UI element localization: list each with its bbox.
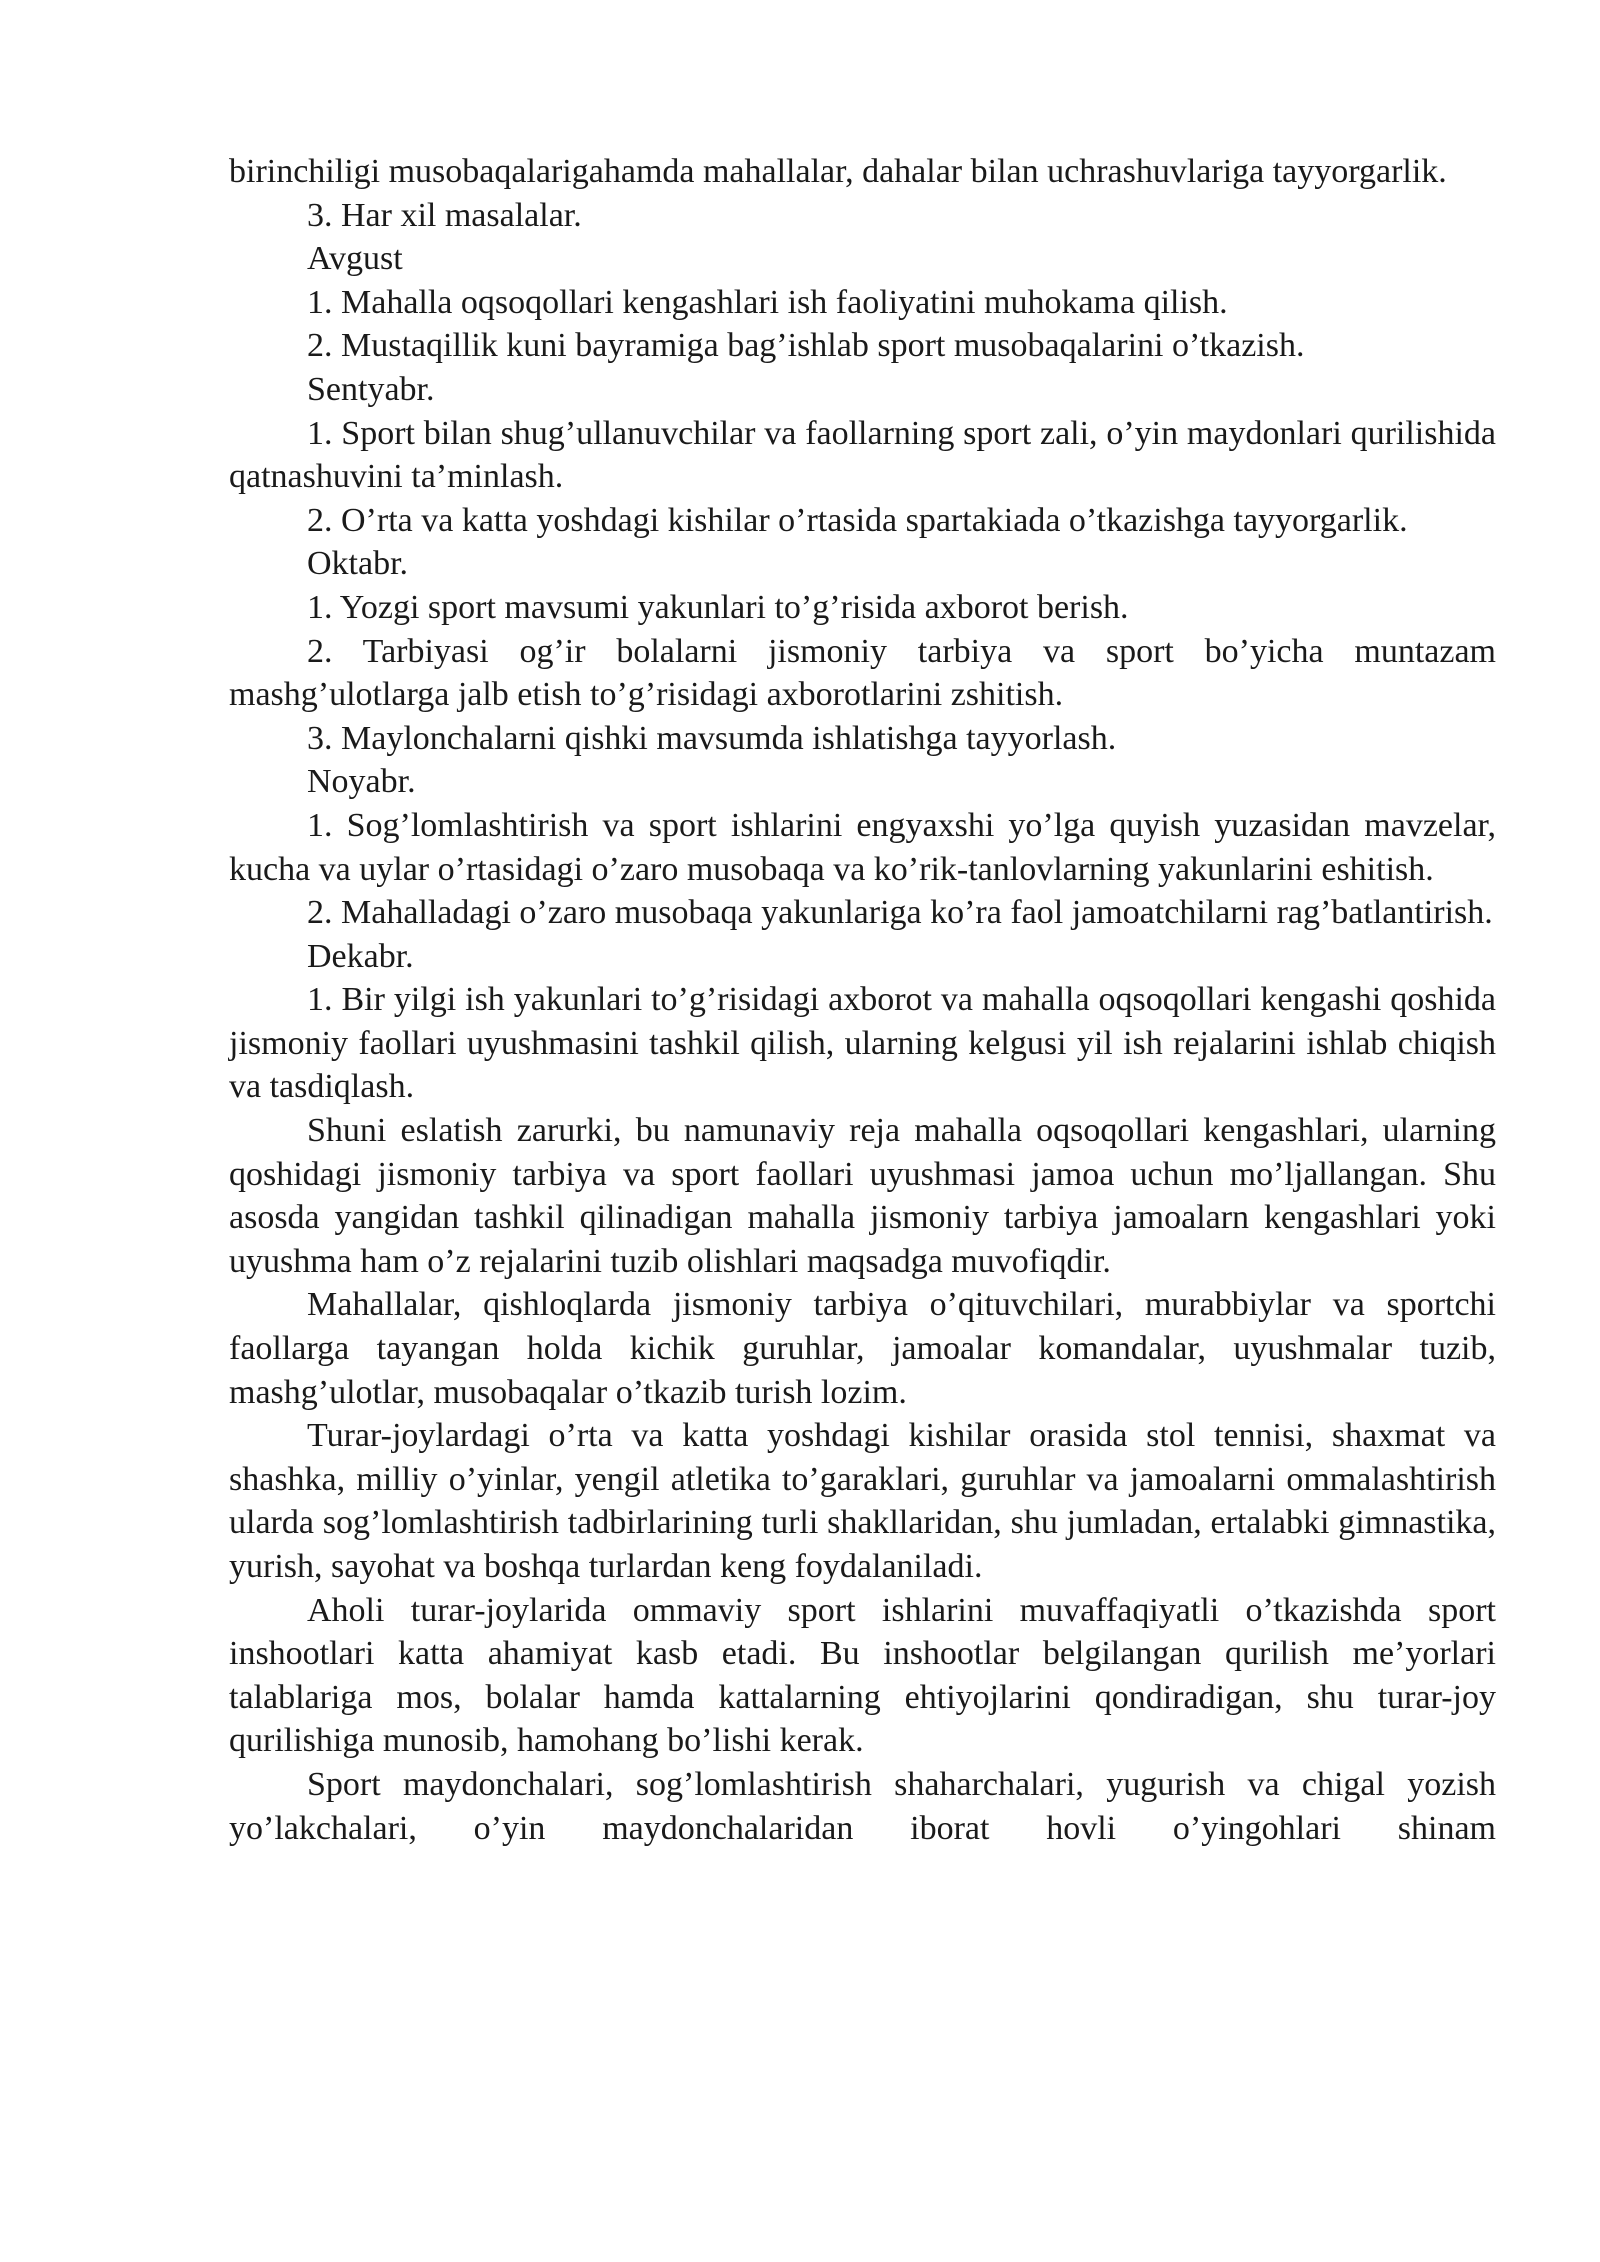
- list-item: 2. Mahalladagi o’zaro musobaqa yakunlariga ko’ra faol jamoatchilarni rag’batlantirish.: [307, 894, 1493, 932]
- body-paragraph: Mahallalar, qishloqlarda jismoniy tarbiya o’qituvchilari, murabbiylar va sportchi faollarga tayangan holda kichik guruhlar, jamoalar komandalar, uyushmalar tuzib, mashg’ulotlar, musobaqalar o’tkazib turish lozim.: [229, 1286, 1496, 1411]
- list-item: 3. Maylonchalarni qishki mavsumda ishlatishga tayyorlash.: [307, 719, 1117, 757]
- list-item: 1. Yozgi sport mavsumi yakunlari to’g’risida axborot berish.: [307, 588, 1129, 626]
- body-paragraph: Sport maydonchalari, sog’lomlashtirish shaharchalari, yugurish va chigal yozish yo’lakchalari, o’yin maydonchalaridan iborat hovli o’yingohlari shinam: [229, 1765, 1496, 1847]
- month-heading-avgust: Avgust: [307, 240, 403, 278]
- list-item: 3. Har xil masalalar.: [307, 196, 582, 234]
- list-item: 2. Tarbiyasi og’ir bolalarni jismoniy tarbiya va sport bo’yicha muntazam mashg’ulotlarga jalb etish to’g’risidagi axborotlarini zshitish.: [229, 632, 1496, 714]
- list-item: 2. Mustaqillik kuni bayramiga bag’ishlab sport musobaqalarini o’tkazish.: [307, 327, 1305, 365]
- month-heading-dekabr: Dekabr.: [307, 937, 414, 975]
- month-heading-sentyabr: Sentyabr.: [307, 370, 435, 408]
- body-paragraph: Turar-joylardagi o’rta va katta yoshdagi kishilar orasida stol tennisi, shaxmat va shashka, milliy o’yinlar, yengil atletika to’garaklari, guruhlar va jamoalarni ommalashtirish ularda sog’lomlashtirish tadbirlarining turli shakllaridan, shu jumladan, ertalabki gimnastika, yurish, sayohat va boshqa turlardan keng foydalaniladi.: [229, 1417, 1496, 1585]
- document-page: [229, 150, 1496, 1850]
- month-heading-noyabr: Noyabr.: [307, 763, 416, 801]
- list-item: 1. Sog’lomlashtirish va sport ishlarini engyaxshi yo’lga quyish yuzasidan mavzelar, kucha va uylar o’rtasidagi o’zaro musobaqa va ko’rik-tanlovlarning yakunlarini eshitish.: [229, 806, 1496, 888]
- body-paragraph: Aholi turar-joylarida ommaviy sport ishlarini muvaffaqiyatli o’tkazishda sport inshootlari katta ahamiyat kasb etadi. Bu inshootlar belgilangan qurilish me’yorlari talablariga mos, bolalar hamda kattalarning ehtiyojlarini qondiradigan, shu turar-joy qurilishiga munosib, hamohang bo’lishi kerak.: [229, 1591, 1496, 1760]
- body-paragraph: Shuni eslatish zarurki, bu namunaviy reja mahalla oqsoqollari kengashlari, ularning qoshidagi jismoniy tarbiya va sport faollari uyushmasi jamoa uchun mo’ljallangan. Shu asosda yangidan tashkil qilinadigan mahalla jismoniy tarbiya jamoalarn kengashlari yoki uyushma ham o’z rejalarini tuzib olishlari maqsadga muvofiqdir.: [229, 1112, 1496, 1280]
- month-heading-oktabr: Oktabr.: [307, 545, 409, 583]
- list-item: 2. O’rta va katta yoshdagi kishilar o’rtasida spartakiada o’tkazishga tayyorgarlik.: [307, 501, 1408, 539]
- paragraph-continuation: birinchiligi musobaqalarigahamda mahallalar, dahalar bilan uchrashuvlariga tayyorgarlik.: [229, 153, 1447, 190]
- list-item: 1. Bir yilgi ish yakunlari to’g’risidagi axborot va mahalla oqsoqollari kengashi qoshida jismoniy faollari uyushmasini tashkil qilish, ularning kelgusi yil ish rejalarini ishlab chiqish va tasdiqlash.: [229, 981, 1496, 1106]
- list-item: 1. Mahalla oqsoqollari kengashlari ish faoliyatini muhokama qilish.: [307, 283, 1228, 321]
- list-item: 1. Sport bilan shug’ullanuvchilar va faollarning sport zali, o’yin maydonlari qurilishida qatnashuvini ta’minlash.: [229, 414, 1496, 496]
